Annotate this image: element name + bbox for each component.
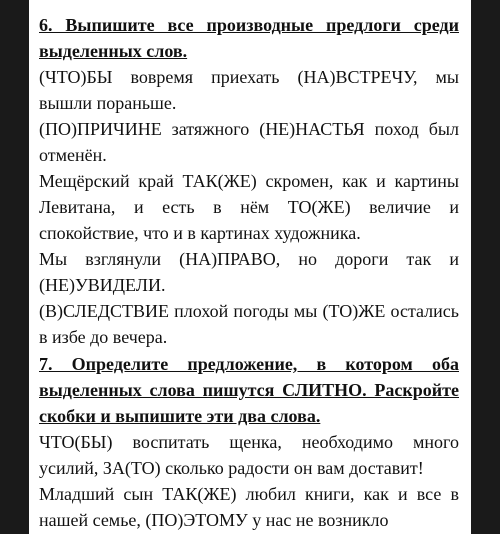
task-6-sentence-5: (В)СЛЕДСТВИЕ плохой погоды мы (ТО)ЖЕ остались в избе до вечера. [39,301,459,347]
task-6-heading: 6. Выпишите все производные предлоги среди выделенных слов. [39,15,459,61]
document-content [39,12,459,533]
task-6-sentence-3: Мещёрский край ТАК(ЖЕ) скромен, как и картины Левитана, и есть в нём ТО(ЖЕ) величие и спокойствие, что и в картинах художника. [39,171,459,243]
task-7-sentence-2: Младший сын ТАК(ЖЕ) любил книги, как и все в нашей семье, (ПО)ЭТОМУ у нас не возникло [39,484,459,530]
task-6-sentence-1: (ЧТО)БЫ вовремя приехать (НА)ВСТРЕЧУ, мы вышли пораньше. [39,67,459,113]
document-page [29,0,471,534]
task-6-sentence-2: (ПО)ПРИЧИНЕ затяжного (НЕ)НАСТЬЯ поход был отменён. [39,119,459,165]
task-7-sentence-1: ЧТО(БЫ) воспитать щенка, необходимо много усилий, ЗА(ТО) сколько радости он вам доставит! [39,432,459,478]
task-7-heading: 7. Определите предложение, в котором оба выделенных слова пишутся СЛИТНО. Раскройте скобки и выпишите эти два слова. [39,354,459,426]
task-6-sentence-4: Мы взглянули (НА)ПРАВО, но дороги так и (НЕ)УВИДЕЛИ. [39,249,459,295]
